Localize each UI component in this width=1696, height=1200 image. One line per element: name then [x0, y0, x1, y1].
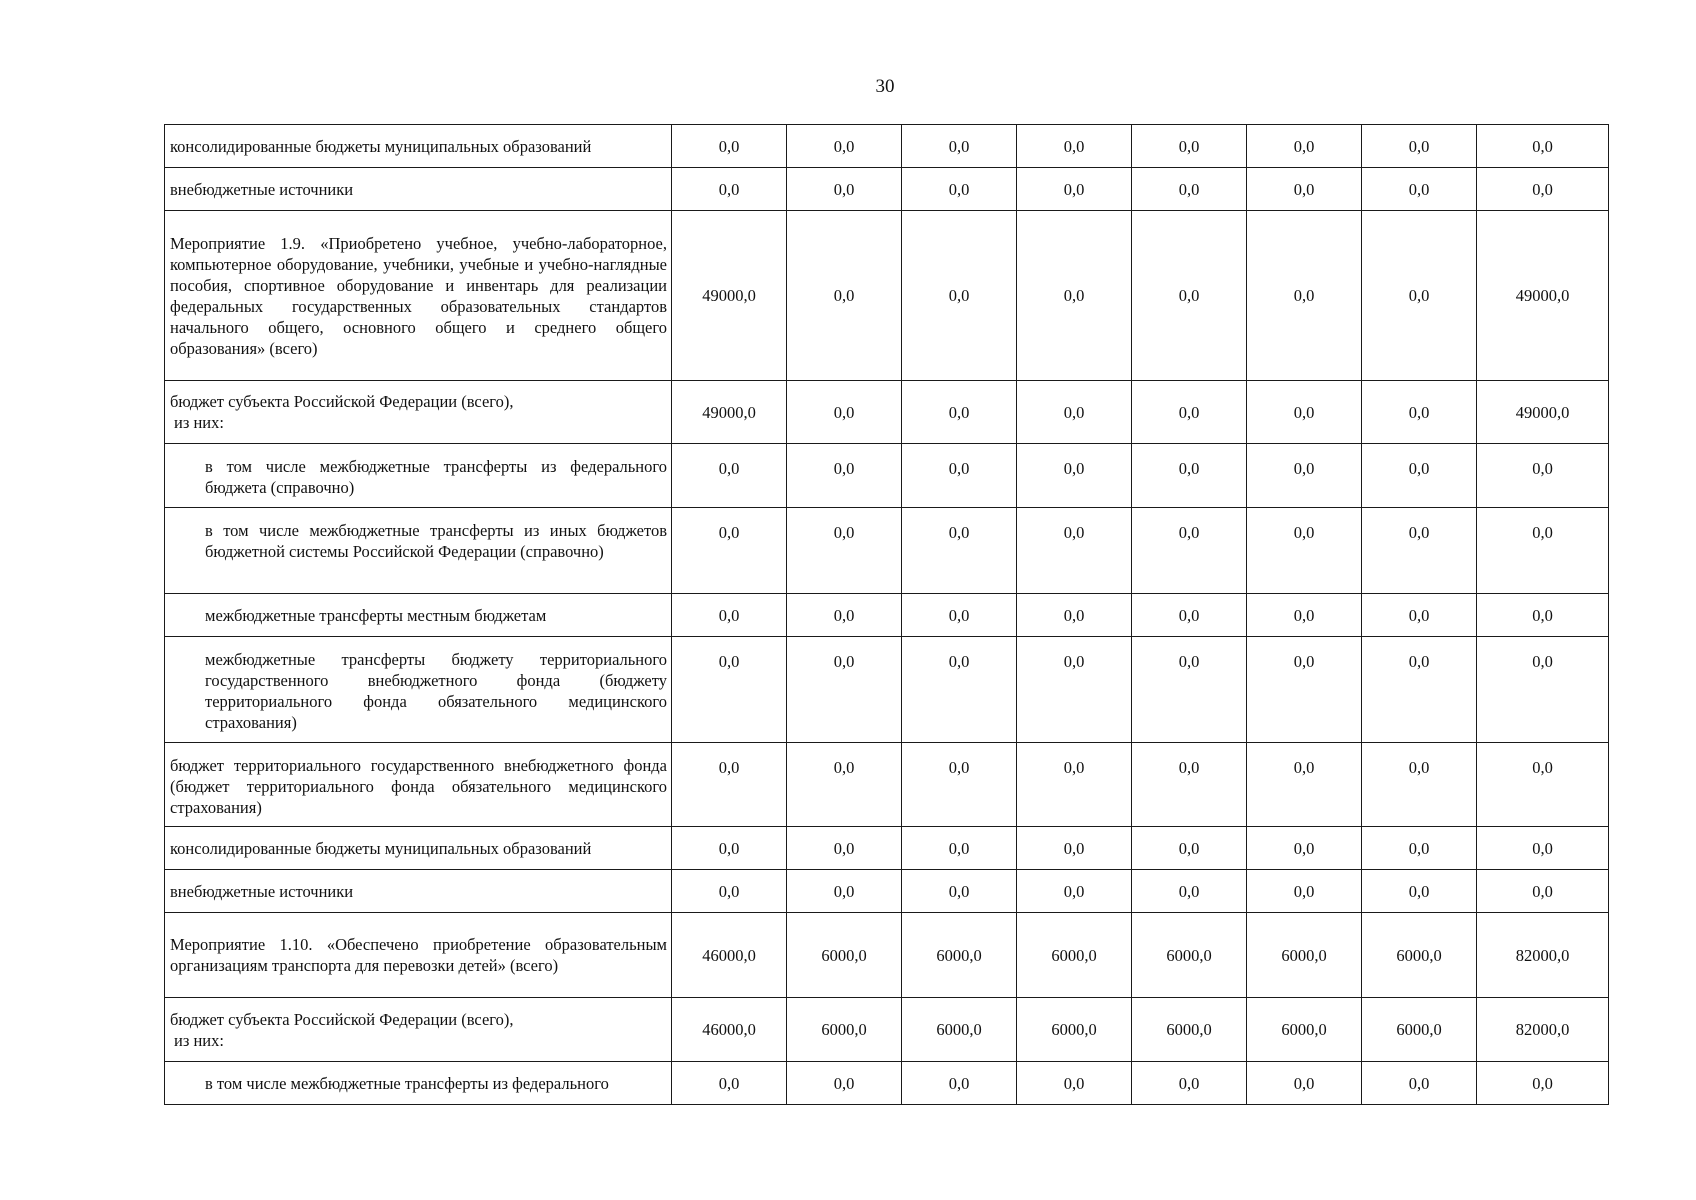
value-cell: 0,0: [902, 594, 1017, 637]
value-cell: 0,0: [902, 168, 1017, 211]
value-cell: 0,0: [1132, 827, 1247, 870]
value-cell: 0,0: [1362, 211, 1477, 381]
value-cell: 0,0: [902, 827, 1017, 870]
table-row: [165, 444, 1609, 508]
value-cell: 0,0: [1247, 743, 1362, 827]
value-cell: 6000,0: [1247, 998, 1362, 1062]
value-cell: 0,0: [1247, 870, 1362, 913]
value-cell: 0,0: [1362, 444, 1477, 508]
value-cell: 0,0: [787, 637, 902, 743]
value-cell: 0,0: [1132, 870, 1247, 913]
row-label: [165, 168, 672, 211]
value-cell: 0,0: [672, 168, 787, 211]
value-cell: 0,0: [1247, 637, 1362, 743]
value-cell: 0,0: [1017, 1062, 1132, 1105]
table-row: [165, 508, 1609, 594]
table-row: [165, 870, 1609, 913]
value-cell: 0,0: [1362, 870, 1477, 913]
value-cell: 0,0: [787, 508, 902, 594]
row-label-text: внебюджетные источники: [170, 179, 354, 199]
budget-table: [164, 124, 1609, 1105]
row-label-text: бюджет территориального государственного внебюджетного фонда (бюджет территориального фонда обязательного медицинского страхования): [170, 756, 667, 817]
row-label-text: консолидированные бюджеты муниципальных образований: [170, 838, 592, 858]
value-cell: 0,0: [1132, 508, 1247, 594]
value-cell: 6000,0: [1132, 913, 1247, 998]
value-cell: 6000,0: [902, 998, 1017, 1062]
row-label-text: Мероприятие 1.10. «Обеспечено приобретение образовательным организациям транспорта для перевозки детей» (всего): [170, 935, 667, 975]
value-cell: 0,0: [902, 743, 1017, 827]
value-cell: 0,0: [1362, 743, 1477, 827]
row-label: [165, 508, 672, 594]
value-cell: 0,0: [1362, 827, 1477, 870]
value-cell: 6000,0: [1017, 913, 1132, 998]
value-cell: 0,0: [1362, 168, 1477, 211]
value-cell: 0,0: [902, 381, 1017, 444]
value-cell: 0,0: [1017, 508, 1132, 594]
value-cell: 0,0: [1247, 168, 1362, 211]
value-cell: 0,0: [1247, 381, 1362, 444]
value-cell: 0,0: [1477, 743, 1609, 827]
row-label: [165, 444, 672, 508]
row-label: [165, 381, 672, 444]
value-cell: 0,0: [787, 444, 902, 508]
row-label-text: межбюджетные трансферты местным бюджетам: [205, 605, 547, 625]
value-cell: 49000,0: [672, 381, 787, 444]
value-cell: 0,0: [1247, 125, 1362, 168]
value-cell: 0,0: [787, 211, 902, 381]
value-cell: 6000,0: [902, 913, 1017, 998]
value-cell: 82000,0: [1477, 998, 1609, 1062]
value-cell: 0,0: [1477, 444, 1609, 508]
value-cell: 0,0: [672, 743, 787, 827]
value-cell: 6000,0: [1017, 998, 1132, 1062]
row-label: [165, 913, 672, 998]
value-cell: 0,0: [787, 594, 902, 637]
value-cell: 0,0: [1247, 508, 1362, 594]
value-cell: 49000,0: [1477, 211, 1609, 381]
value-cell: 0,0: [1017, 125, 1132, 168]
value-cell: 0,0: [1477, 125, 1609, 168]
value-cell: 0,0: [1017, 211, 1132, 381]
value-cell: 6000,0: [1362, 998, 1477, 1062]
row-label: [165, 211, 672, 381]
row-label-text: в том числе межбюджетные трансферты из иных бюджетов бюджетной системы Российской Федерации (справочно): [205, 521, 667, 561]
value-cell: 0,0: [787, 743, 902, 827]
table-row: [165, 743, 1609, 827]
row-label: [165, 870, 672, 913]
row-label: [165, 998, 672, 1062]
value-cell: 0,0: [1362, 508, 1477, 594]
table-body: [165, 125, 1609, 1105]
value-cell: 6000,0: [1132, 998, 1247, 1062]
value-cell: 0,0: [1477, 637, 1609, 743]
row-label-text: внебюджетные источники: [170, 881, 354, 901]
value-cell: 0,0: [672, 594, 787, 637]
value-cell: 6000,0: [1362, 913, 1477, 998]
value-cell: 0,0: [1247, 444, 1362, 508]
value-cell: 0,0: [1017, 870, 1132, 913]
value-cell: 46000,0: [672, 913, 787, 998]
value-cell: 0,0: [1247, 211, 1362, 381]
value-cell: 0,0: [1132, 381, 1247, 444]
row-label-subtext: из них:: [174, 1030, 224, 1050]
value-cell: 0,0: [1477, 594, 1609, 637]
row-label-text: межбюджетные трансферты бюджету территориального государственного внебюджетного фонда (бюджету территориального фонда обязательного медицинского страхования): [205, 650, 667, 732]
table-row: [165, 1062, 1609, 1105]
value-cell: 0,0: [1362, 637, 1477, 743]
value-cell: 0,0: [672, 637, 787, 743]
value-cell: 0,0: [1132, 211, 1247, 381]
value-cell: 0,0: [1132, 743, 1247, 827]
value-cell: 0,0: [902, 637, 1017, 743]
table-row: [165, 913, 1609, 998]
value-cell: 0,0: [787, 870, 902, 913]
value-cell: 0,0: [1362, 125, 1477, 168]
value-cell: 0,0: [1132, 594, 1247, 637]
row-label-text: Мероприятие 1.9. «Приобретено учебное, учебно-лабораторное, компьютерное оборудование, учебники, учебные и учебно-наглядные пособия, спортивное оборудование и инвентарь для реализации федеральных государственных образовательных стандартов начального общего, основного общего и среднего общего образования» (всего): [170, 233, 667, 358]
table-row: [165, 827, 1609, 870]
value-cell: 0,0: [1362, 381, 1477, 444]
row-label-text: в том числе межбюджетные трансферты из федерального: [205, 1073, 609, 1093]
table-row: [165, 637, 1609, 743]
value-cell: 0,0: [1362, 594, 1477, 637]
value-cell: 0,0: [902, 211, 1017, 381]
value-cell: 0,0: [1247, 827, 1362, 870]
value-cell: 0,0: [1247, 594, 1362, 637]
value-cell: 49000,0: [1477, 381, 1609, 444]
value-cell: 0,0: [1132, 444, 1247, 508]
value-cell: 0,0: [1017, 594, 1132, 637]
table-row: [165, 594, 1609, 637]
value-cell: 0,0: [1477, 1062, 1609, 1105]
value-cell: 6000,0: [1247, 913, 1362, 998]
row-label: [165, 743, 672, 827]
table-row: [165, 211, 1609, 381]
value-cell: 0,0: [1017, 381, 1132, 444]
value-cell: 0,0: [902, 508, 1017, 594]
value-cell: 0,0: [1017, 637, 1132, 743]
row-label-text: бюджет субъекта Российской Федерации (всего),: [170, 1009, 514, 1029]
value-cell: 0,0: [672, 444, 787, 508]
value-cell: 0,0: [787, 168, 902, 211]
value-cell: 0,0: [902, 125, 1017, 168]
value-cell: 0,0: [787, 381, 902, 444]
table-row: [165, 125, 1609, 168]
row-label: [165, 125, 672, 168]
value-cell: 0,0: [1477, 827, 1609, 870]
row-label: [165, 594, 672, 637]
value-cell: 6000,0: [787, 998, 902, 1062]
value-cell: 46000,0: [672, 998, 787, 1062]
value-cell: 0,0: [1132, 168, 1247, 211]
row-label: [165, 1062, 672, 1105]
row-label-text: бюджет субъекта Российской Федерации (всего),: [170, 392, 514, 411]
table-row: [165, 381, 1609, 444]
value-cell: 82000,0: [1477, 913, 1609, 998]
value-cell: 49000,0: [672, 211, 787, 381]
value-cell: 0,0: [672, 870, 787, 913]
value-cell: 0,0: [1017, 168, 1132, 211]
value-cell: 0,0: [902, 1062, 1017, 1105]
row-label: [165, 637, 672, 743]
value-cell: 6000,0: [787, 913, 902, 998]
row-label-text: в том числе межбюджетные трансферты из федерального бюджета (справочно): [205, 457, 667, 497]
value-cell: 0,0: [1132, 1062, 1247, 1105]
value-cell: 0,0: [902, 870, 1017, 913]
value-cell: 0,0: [1477, 870, 1609, 913]
value-cell: 0,0: [672, 1062, 787, 1105]
value-cell: 0,0: [787, 125, 902, 168]
value-cell: 0,0: [1477, 168, 1609, 211]
table-row: [165, 168, 1609, 211]
table-row: [165, 998, 1609, 1062]
page-number: 30: [875, 76, 895, 97]
value-cell: 0,0: [1247, 1062, 1362, 1105]
value-cell: 0,0: [1017, 743, 1132, 827]
value-cell: 0,0: [672, 508, 787, 594]
value-cell: 0,0: [1017, 827, 1132, 870]
value-cell: 0,0: [902, 444, 1017, 508]
row-label: [165, 827, 672, 870]
value-cell: 0,0: [672, 125, 787, 168]
value-cell: 0,0: [672, 827, 787, 870]
value-cell: 0,0: [1362, 1062, 1477, 1105]
value-cell: 0,0: [1132, 637, 1247, 743]
row-label-text: консолидированные бюджеты муниципальных образований: [170, 136, 592, 156]
row-label-subtext: из них:: [174, 413, 224, 432]
value-cell: 0,0: [787, 1062, 902, 1105]
value-cell: 0,0: [1017, 444, 1132, 508]
value-cell: 0,0: [787, 827, 902, 870]
value-cell: 0,0: [1477, 508, 1609, 594]
value-cell: 0,0: [1132, 125, 1247, 168]
